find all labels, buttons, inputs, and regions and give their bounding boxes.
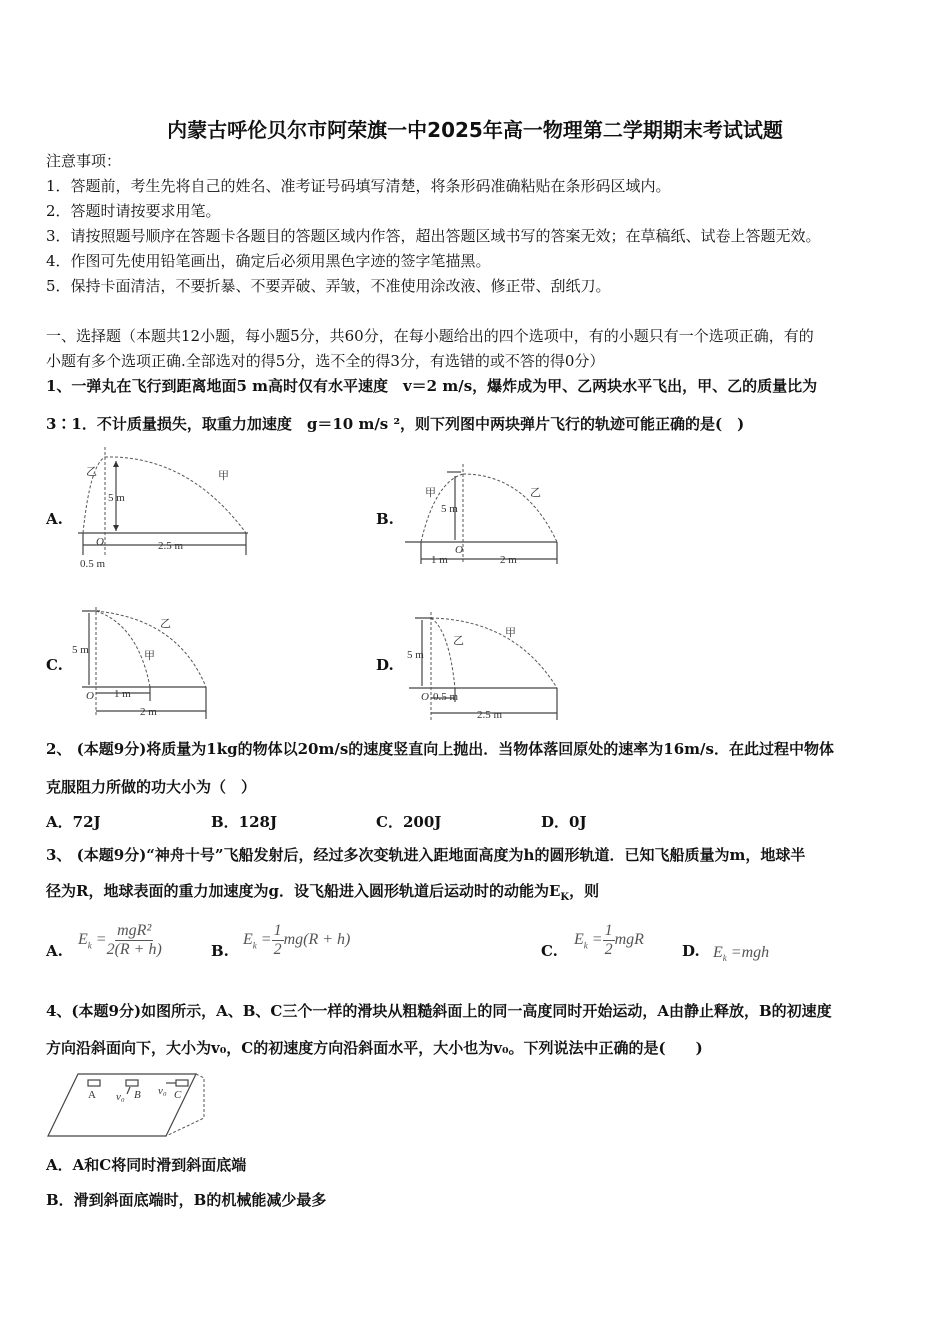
svg-text:5 m: 5 m [72,644,89,656]
q1-text: 1、一弹丸在飞行到距离地面5 m高时仅有水平速度 v＝2 m/s，爆炸成为甲、乙两块水平飞出，甲、乙的质量比为 [46,377,818,395]
svg-text:乙: 乙 [86,466,97,478]
q2-option-a[interactable]: A．72J [46,813,101,831]
svg-text:v₀: v₀ [158,1085,167,1097]
section-heading: 一、选择题（本题共12小题，每小题5分，共60分，在每小题给出的四个选项中，有的小题只有一个选项正确，有的 [46,327,814,345]
svg-text:2 m: 2 m [500,554,517,566]
q2-option-b[interactable]: B．128J [211,813,278,831]
svg-text:2 m: 2 m [140,706,157,718]
q1-option-c[interactable]: C. [46,656,63,674]
q3-text: 径为R，地球表面的重力加速度为g．设飞船进入圆形轨道后运动时的动能为$E_K$，则 [46,882,600,903]
notice-item: 1．答题前，考生先将自己的姓名、准考证号码填写清楚，将条形码准确粘贴在条形码区域内。 [46,177,671,195]
q2-text: 2、 (本题9分)将质量为1kg的物体以20m/s的速度竖直向上抛出．当物体落回原处的速率为16m/s．在此过程中物体 [46,740,834,758]
q3-formula-d: $E_k =mgh$ [713,944,770,964]
q3-option-c[interactable]: C. [541,942,558,960]
trajectory-diagram-d [405,610,565,725]
q1-text: 3∶1．不计质量损失，取重力加速度 g＝10 m/s ²，则下列图中两块弹片飞行的轨迹可能正确的是( ) [46,415,745,433]
q3-formula-c: $E_k$ = $\frac{1}{2}$ mgR [574,922,644,958]
svg-text:0.5 m: 0.5 m [433,691,459,703]
q2-text: 克服阻力所做的功大小为（ ） [46,778,257,796]
svg-text:甲: 甲 [505,627,516,639]
svg-text:乙: 乙 [453,635,464,647]
svg-text:甲: 甲 [218,470,229,482]
svg-text:5 m: 5 m [108,492,125,504]
q3-text: 3、 (本题9分)“神舟十号”飞船发射后，经过多次变轨进入距地面高度为h的圆形轨道．已知飞船质量为m，地球半 [46,846,806,864]
q1-option-a[interactable]: A. [46,510,63,528]
svg-text:O: O [455,544,463,556]
svg-text:O: O [421,691,429,703]
svg-text:C: C [174,1089,182,1101]
svg-text:2.5 m: 2.5 m [158,540,184,552]
q2-option-c[interactable]: C．200J [376,813,442,831]
svg-text:v₀: v₀ [116,1091,125,1103]
section-heading: 小题有多个选项正确.全部选对的得5分，选不全的得3分，有选错的或不答的得0分） [46,352,605,370]
trajectory-diagram-b [405,462,575,582]
svg-text:1 m: 1 m [431,554,448,566]
svg-text:2.5 m: 2.5 m [477,709,503,721]
q3-option-a[interactable]: A. [46,942,63,960]
svg-text:A: A [88,1089,96,1101]
notice-item: 5．保持卡面清洁，不要折暴、不要弄破、弄皱，不准使用涂改液、修正带、刮纸刀。 [46,277,611,295]
q1-option-b[interactable]: B. [376,510,394,528]
svg-text:甲: 甲 [425,487,436,499]
svg-text:0.5 m: 0.5 m [80,558,106,570]
q4-option-b[interactable]: B．滑到斜面底端时，B的机械能减少最多 [46,1191,327,1209]
q4-text: 方向沿斜面向下，大小为v₀，C的初速度方向沿斜面水平，大小也为v₀。下列说法中正确的是( ) [46,1039,703,1057]
svg-text:甲: 甲 [144,650,155,662]
trajectory-diagram-c [72,605,218,725]
page-title: 内蒙古呼伦贝尔市阿荣旗一中2025年高一物理第二学期期末考试试题 [167,118,783,142]
incline-diagram [46,1070,216,1140]
notice-item: 2．答题时请按要求用笔。 [46,202,221,220]
svg-text:O: O [96,536,104,548]
svg-text:乙: 乙 [160,618,171,630]
svg-text:B: B [134,1089,141,1101]
q1-option-d[interactable]: D. [376,656,394,674]
notice-item: 3．请按照题号顺序在答题卡各题目的答题区域内作答，超出答题区域书写的答案无效；在草稿纸、试卷上答题无效。 [46,227,821,245]
q4-text: 4、(本题9分)如图所示，A、B、C三个一样的滑块从粗糙斜面上的同一高度同时开始运动，A由静止释放，B的初速度 [46,1002,832,1020]
q2-option-d[interactable]: D．0J [541,813,587,831]
svg-text:1 m: 1 m [114,688,131,700]
q3-option-d[interactable]: D. [682,942,700,960]
svg-text:5 m: 5 m [441,503,458,515]
svg-text:乙: 乙 [530,487,541,499]
q3-formula-a: $E_k$ = $\frac{\text{mgR²}}{2(R + h)}$ [78,922,162,958]
q3-option-b[interactable]: B. [211,942,229,960]
svg-text:O: O [86,690,94,702]
notice-item: 4．作图可先使用铅笔画出，确定后必须用黑色字迹的签字笔描黑。 [46,252,491,270]
svg-text:5 m: 5 m [407,649,424,661]
notice-heading: 注意事项： [46,152,122,170]
q3-formula-b: $E_k$ = $\frac{1}{2}$ mg(R + h) [243,922,351,958]
q4-option-a[interactable]: A．A和C将同时滑到斜面底端 [46,1156,247,1174]
trajectory-diagram-a [78,445,258,575]
